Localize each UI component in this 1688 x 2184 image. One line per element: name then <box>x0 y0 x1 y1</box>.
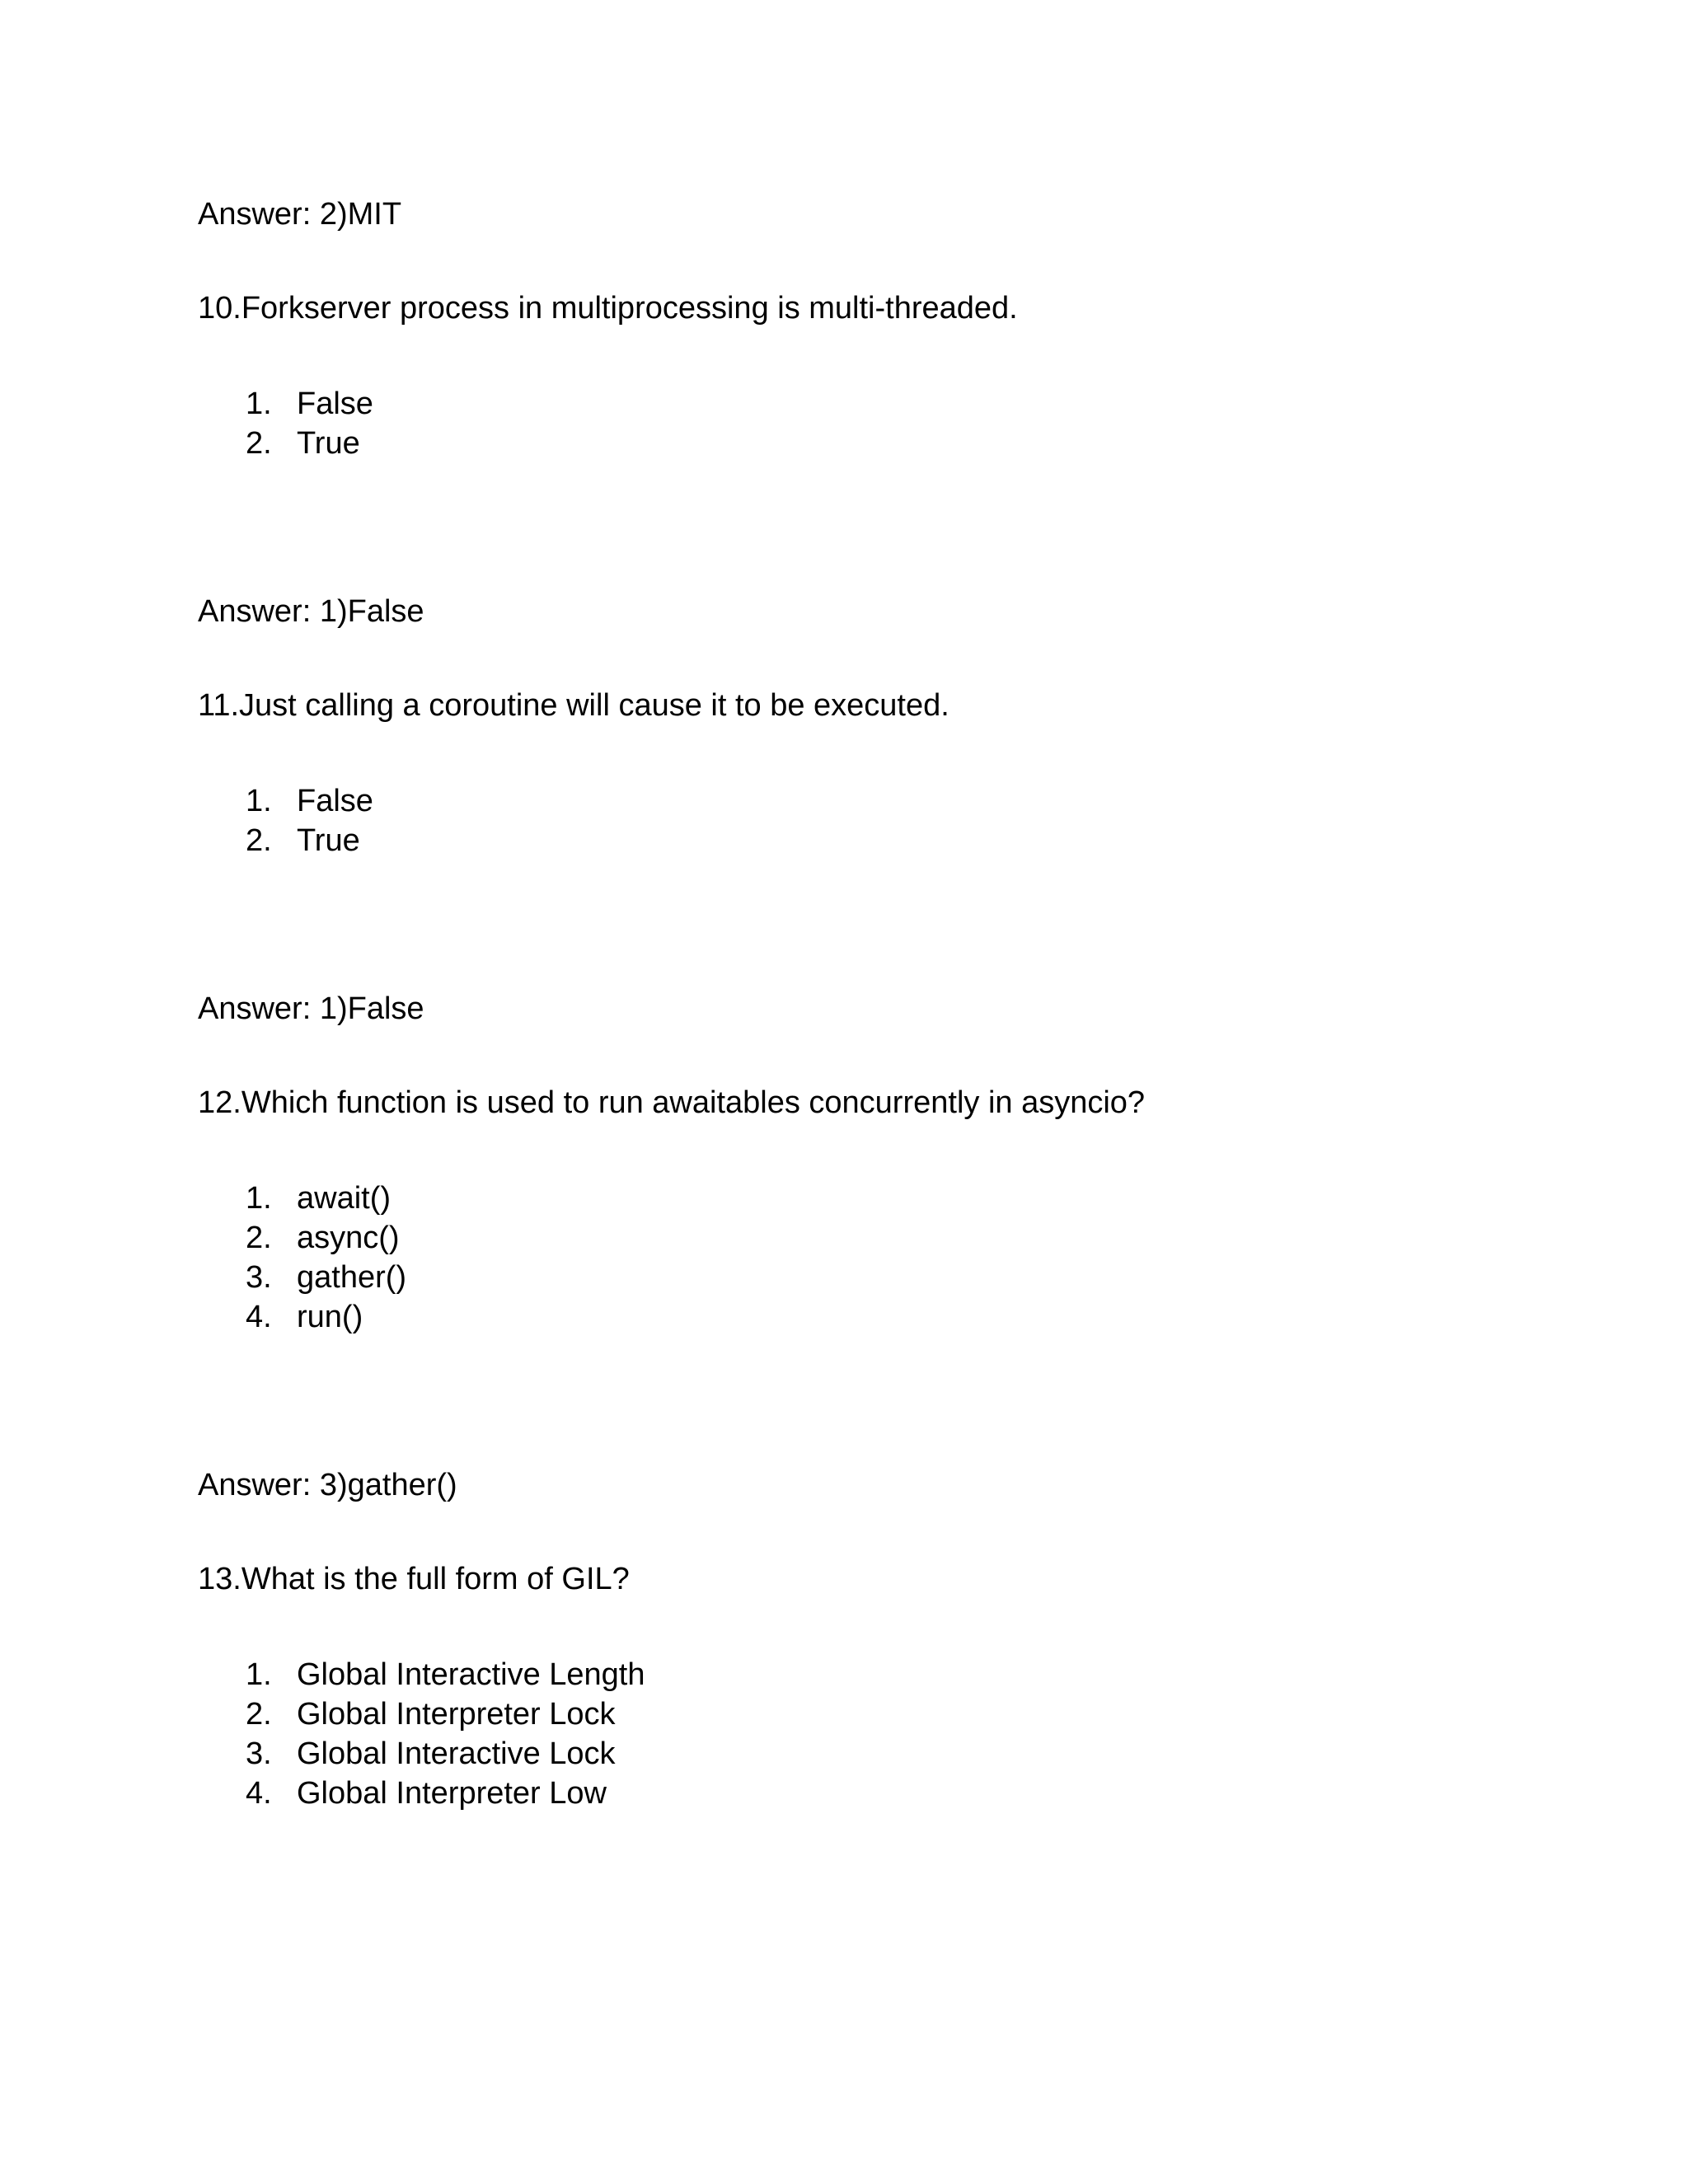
option-number: 1. <box>246 1181 272 1216</box>
option-number: 2. <box>246 1221 272 1255</box>
option-text: await() <box>297 1181 392 1216</box>
answer-12: Answer: 3)gather() <box>198 1468 457 1502</box>
option-number: 3. <box>246 1736 272 1771</box>
question-11-option-2 <box>246 821 360 860</box>
option-text: gather() <box>297 1260 407 1295</box>
question-10-option-2 <box>246 424 360 463</box>
option-text: False <box>297 387 373 421</box>
option-number: 2. <box>246 823 272 858</box>
question-13-option-4 <box>246 1774 607 1813</box>
answer-10: Answer: 1)False <box>198 594 424 629</box>
option-number: 4. <box>246 1776 272 1811</box>
question-12-option-2 <box>246 1218 400 1258</box>
answer-11: Answer: 1)False <box>198 991 424 1026</box>
option-number: 3. <box>246 1260 272 1295</box>
question-11: 11.Just calling a coroutine will cause it to be executed. <box>198 688 950 723</box>
question-10-option-1 <box>246 384 373 424</box>
question-11-option-1 <box>246 781 373 821</box>
option-text: False <box>297 784 373 818</box>
option-text: Global Interpreter Lock <box>297 1697 616 1732</box>
option-text: True <box>297 823 360 858</box>
question-10: 10.Forkserver process in multiprocessing is multi-threaded. <box>198 291 1018 326</box>
question-12-option-4 <box>246 1297 363 1337</box>
question-13-option-1 <box>246 1655 645 1694</box>
answer-9: Answer: 2)MIT <box>198 197 402 232</box>
option-text: run() <box>297 1300 363 1334</box>
question-13-option-2 <box>246 1694 616 1734</box>
question-12-option-1 <box>246 1179 391 1218</box>
question-12-option-3 <box>246 1258 406 1297</box>
option-number: 1. <box>246 784 272 818</box>
option-number: 4. <box>246 1300 272 1334</box>
option-text: Global Interpreter Low <box>297 1776 607 1811</box>
question-13-option-3 <box>246 1734 616 1774</box>
question-12: 12.Which function is used to run awaitables concurrently in asyncio? <box>198 1085 1146 1120</box>
option-number: 2. <box>246 1697 272 1732</box>
option-number: 1. <box>246 387 272 421</box>
option-text: Global Interactive Length <box>297 1657 645 1692</box>
option-text: Global Interactive Lock <box>297 1736 616 1771</box>
question-13: 13.What is the full form of GIL? <box>198 1562 630 1596</box>
option-text: True <box>297 426 360 461</box>
option-number: 1. <box>246 1657 272 1692</box>
option-number: 2. <box>246 426 272 461</box>
option-text: async() <box>297 1221 400 1255</box>
